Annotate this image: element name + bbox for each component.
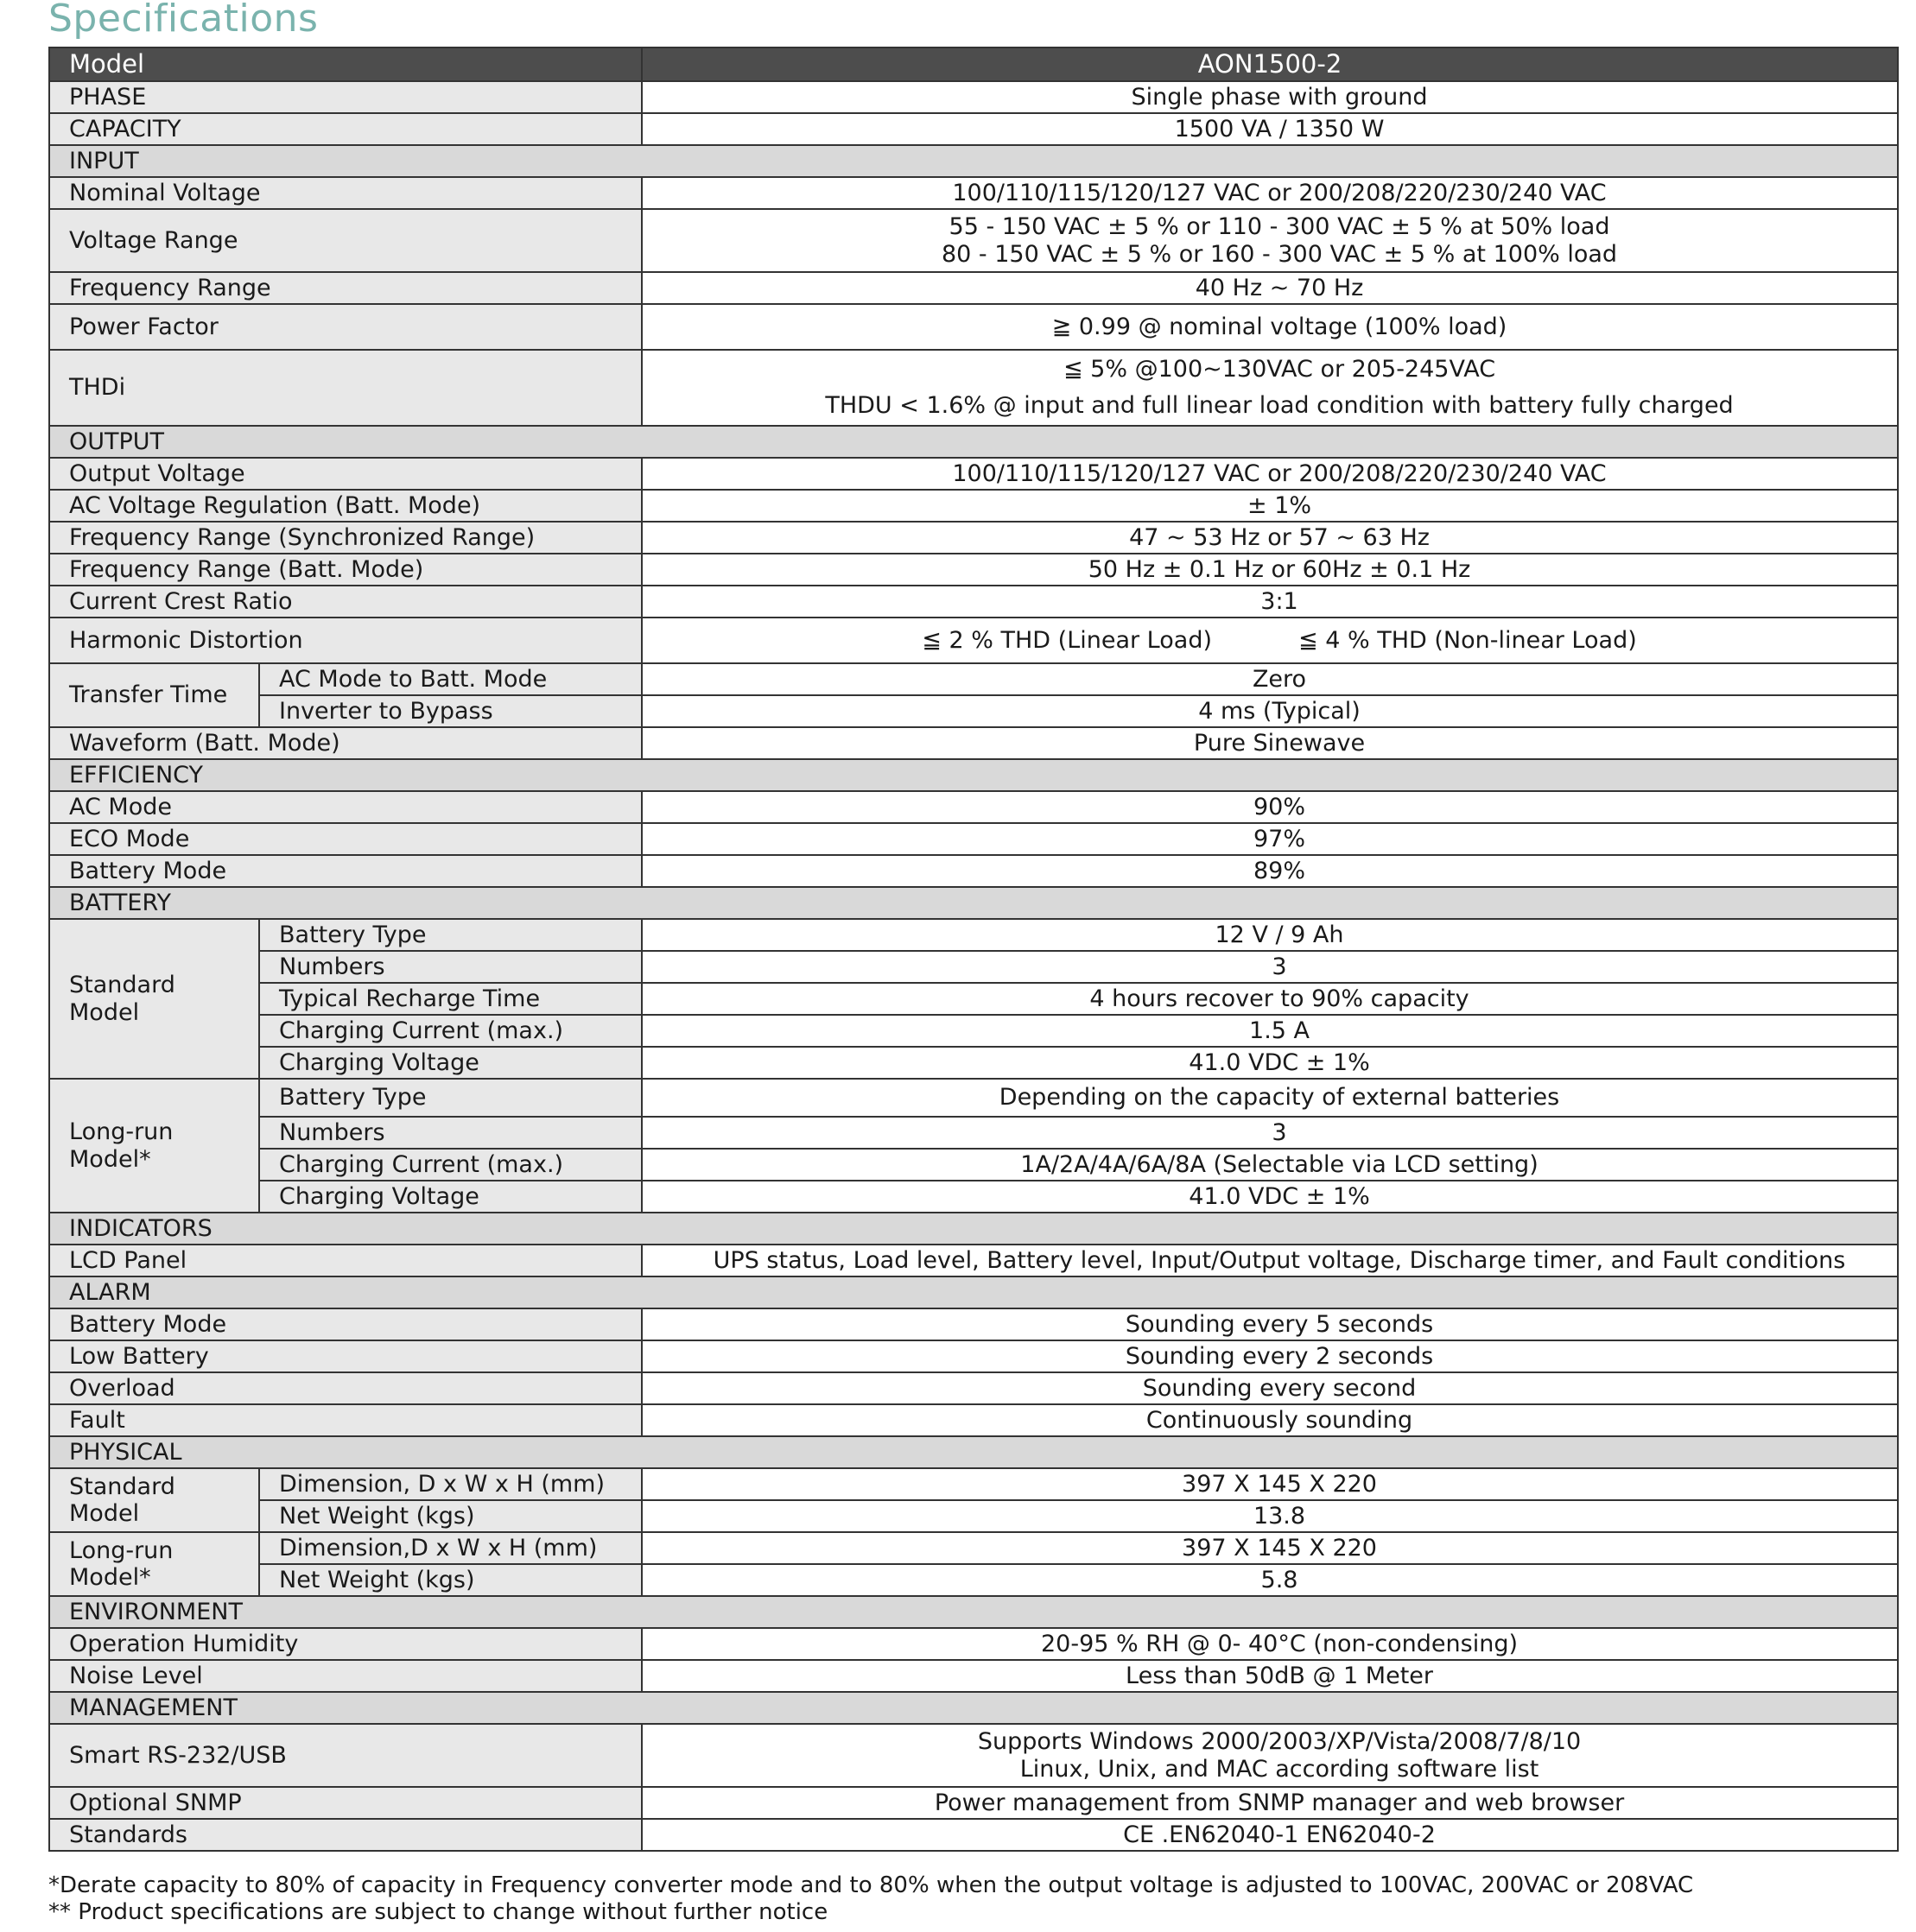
table-row — [49, 522, 1898, 554]
page-title: Specifications — [48, 0, 319, 41]
section-row — [49, 1213, 1898, 1245]
table-row — [49, 1079, 1898, 1117]
table-row — [49, 1340, 1898, 1372]
row-label: Voltage Range — [49, 209, 642, 272]
row-value: 397 X 145 X 220 — [642, 1468, 1898, 1500]
row-value: 41.0 VDC ± 1% — [642, 1181, 1898, 1213]
value-line: Linux, Unix, and MAC according software list — [1019, 1755, 1539, 1783]
table-row — [49, 1468, 1898, 1500]
row-label: Harmonic Distortion — [49, 618, 642, 663]
row-label: PHASE — [49, 81, 642, 113]
sub-label: Typical Recharge Time — [259, 983, 642, 1015]
group-label-line: Long-run — [69, 1536, 174, 1564]
row-value: 50 Hz ± 0.1 Hz or 60Hz ± 0.1 Hz — [642, 554, 1898, 586]
sub-label: Net Weight (kgs) — [259, 1564, 642, 1596]
table-row — [49, 1660, 1898, 1692]
table-row — [49, 350, 1898, 426]
sub-label: Dimension,D x W x H (mm) — [259, 1532, 642, 1564]
row-value: 89% — [642, 855, 1898, 887]
sub-label: Charging Voltage — [259, 1181, 642, 1213]
row-value: Less than 50dB @ 1 Meter — [642, 1660, 1898, 1692]
value-part: ≦ 2 % THD (Linear Load) — [922, 626, 1212, 654]
row-value: 41.0 VDC ± 1% — [642, 1047, 1898, 1079]
section-label: EFFICIENCY — [49, 759, 1898, 791]
table-row — [49, 695, 1898, 727]
value-line: 55 - 150 VAC ± 5 % or 110 - 300 VAC ± 5 % at 50% load — [948, 213, 1610, 241]
group-label-line: Model — [69, 998, 140, 1026]
row-value: 3 — [642, 1117, 1898, 1149]
group-label — [49, 1532, 259, 1596]
table-header-row — [49, 48, 1898, 81]
section-row — [49, 1276, 1898, 1308]
table-row — [49, 1404, 1898, 1436]
row-value: 1A/2A/4A/6A/8A (Selectable via LCD setting) — [642, 1149, 1898, 1181]
group-label-line: Model — [69, 1500, 140, 1527]
sub-label: Battery Type — [259, 919, 642, 951]
row-label: Low Battery — [49, 1340, 642, 1372]
row-label: Power Factor — [49, 304, 642, 350]
sub-label: AC Mode to Batt. Mode — [259, 663, 642, 695]
row-value: Zero — [642, 663, 1898, 695]
row-value: 1.5 A — [642, 1015, 1898, 1047]
table-row — [49, 1819, 1898, 1851]
sub-label: Charging Voltage — [259, 1047, 642, 1079]
section-row — [49, 145, 1898, 177]
table-row — [49, 1532, 1898, 1564]
table-row — [49, 1149, 1898, 1181]
table-row — [49, 919, 1898, 951]
row-label: Standards — [49, 1819, 642, 1851]
row-label: Frequency Range (Batt. Mode) — [49, 554, 642, 586]
row-label: Fault — [49, 1404, 642, 1436]
row-label: Noise Level — [49, 1660, 642, 1692]
table-row — [49, 727, 1898, 759]
row-label: THDi — [49, 350, 642, 426]
sub-label: Inverter to Bypass — [259, 695, 642, 727]
row-value: Sounding every second — [642, 1372, 1898, 1404]
row-value: 397 X 145 X 220 — [642, 1532, 1898, 1564]
footnotes — [48, 1872, 1693, 1926]
row-value: 4 ms (Typical) — [642, 695, 1898, 727]
table-row — [49, 209, 1898, 272]
row-label: Smart RS-232/USB — [49, 1724, 642, 1787]
table-row — [49, 1015, 1898, 1047]
group-label — [49, 919, 259, 1079]
section-row — [49, 426, 1898, 458]
table-row — [49, 554, 1898, 586]
group-label-line: Long-run — [69, 1118, 174, 1146]
table-row — [49, 1181, 1898, 1213]
row-value: ± 1% — [642, 490, 1898, 522]
table-row — [49, 1372, 1898, 1404]
sub-label: Numbers — [259, 1117, 642, 1149]
section-row — [49, 1436, 1898, 1468]
sub-label: Charging Current (max.) — [259, 1149, 642, 1181]
sub-label: Dimension, D x W x H (mm) — [259, 1468, 642, 1500]
table-row — [49, 1724, 1898, 1787]
sub-label: Numbers — [259, 951, 642, 983]
row-label: Waveform (Batt. Mode) — [49, 727, 642, 759]
table-row — [49, 1047, 1898, 1079]
row-value: 100/110/115/120/127 VAC or 200/208/220/230/240 VAC — [642, 177, 1898, 209]
row-value: 1500 VA / 1350 W — [642, 113, 1898, 145]
section-label: MANAGEMENT — [49, 1692, 1898, 1724]
row-label: Optional SNMP — [49, 1787, 642, 1819]
section-row — [49, 759, 1898, 791]
header-model-label: Model — [49, 48, 642, 81]
row-label: Operation Humidity — [49, 1628, 642, 1660]
table-row — [49, 1628, 1898, 1660]
row-value: 5.8 — [642, 1564, 1898, 1596]
row-label: ECO Mode — [49, 823, 642, 855]
section-label: INPUT — [49, 145, 1898, 177]
row-label: CAPACITY — [49, 113, 642, 145]
row-value: 3 — [642, 951, 1898, 983]
row-value: ≧ 0.99 @ nominal voltage (100% load) — [642, 304, 1898, 350]
row-value: Continuously sounding — [642, 1404, 1898, 1436]
header-model-value: AON1500-2 — [642, 48, 1898, 81]
section-label: OUTPUT — [49, 426, 1898, 458]
row-value: Power management from SNMP manager and web browser — [642, 1787, 1898, 1819]
row-label: Nominal Voltage — [49, 177, 642, 209]
row-label: AC Mode — [49, 791, 642, 823]
spec-table — [48, 47, 1899, 1852]
footnote: ** Product specifications are subject to change without further notice — [48, 1899, 828, 1925]
group-label — [49, 1468, 259, 1532]
section-row — [49, 1596, 1898, 1628]
value-line: ≦ 5% @100~130VAC or 205-245VAC — [1063, 356, 1496, 383]
section-label: BATTERY — [49, 887, 1898, 919]
table-row — [49, 983, 1898, 1015]
table-row — [49, 1245, 1898, 1276]
section-row — [49, 1692, 1898, 1724]
row-label: Frequency Range (Synchronized Range) — [49, 522, 642, 554]
row-value: 12 V / 9 Ah — [642, 919, 1898, 951]
section-label: ALARM — [49, 1276, 1898, 1308]
row-value: 47 ~ 53 Hz or 57 ~ 63 Hz — [642, 522, 1898, 554]
row-value: UPS status, Load level, Battery level, Input/Output voltage, Discharge timer, and Fault conditions — [642, 1245, 1898, 1276]
table-row — [49, 81, 1898, 113]
row-label: Current Crest Ratio — [49, 586, 642, 618]
table-row — [49, 951, 1898, 983]
section-label: INDICATORS — [49, 1213, 1898, 1245]
value-line: THDU < 1.6% @ input and full linear load condition with battery fully charged — [825, 392, 1734, 419]
row-value: 4 hours recover to 90% capacity — [642, 983, 1898, 1015]
row-label: Frequency Range — [49, 272, 642, 304]
table-row — [49, 1564, 1898, 1596]
table-row — [49, 1500, 1898, 1532]
row-label: Output Voltage — [49, 458, 642, 490]
row-value: 97% — [642, 823, 1898, 855]
row-value — [642, 209, 1898, 272]
row-value: Depending on the capacity of external batteries — [642, 1079, 1898, 1117]
table-row — [49, 177, 1898, 209]
row-value: 40 Hz ~ 70 Hz — [642, 272, 1898, 304]
sub-label: Battery Type — [259, 1079, 642, 1117]
table-row — [49, 304, 1898, 350]
group-label: Transfer Time — [49, 663, 259, 727]
table-row — [49, 1787, 1898, 1819]
row-value: 3:1 — [642, 586, 1898, 618]
section-row — [49, 887, 1898, 919]
row-label: LCD Panel — [49, 1245, 642, 1276]
row-value: Sounding every 2 seconds — [642, 1340, 1898, 1372]
row-value: 13.8 — [642, 1500, 1898, 1532]
group-label-line: Standard — [69, 972, 175, 999]
row-value — [642, 350, 1898, 426]
row-value: 100/110/115/120/127 VAC or 200/208/220/230/240 VAC — [642, 458, 1898, 490]
row-label: Overload — [49, 1372, 642, 1404]
table-row — [49, 458, 1898, 490]
sub-label: Net Weight (kgs) — [259, 1500, 642, 1532]
value-line: Supports Windows 2000/2003/XP/Vista/2008/7/8/10 — [977, 1728, 1582, 1756]
sub-label: Charging Current (max.) — [259, 1015, 642, 1047]
table-row — [49, 586, 1898, 618]
row-label: Battery Mode — [49, 855, 642, 887]
row-value — [642, 1724, 1898, 1787]
table-row — [49, 490, 1898, 522]
row-value: Single phase with ground — [642, 81, 1898, 113]
table-row — [49, 823, 1898, 855]
table-row — [49, 1308, 1898, 1340]
row-value: 20-95 % RH @ 0- 40°C (non-condensing) — [642, 1628, 1898, 1660]
group-label-line: Model* — [69, 1145, 151, 1173]
row-value: Sounding every 5 seconds — [642, 1308, 1898, 1340]
section-label: ENVIRONMENT — [49, 1596, 1898, 1628]
table-row — [49, 855, 1898, 887]
footnote: *Derate capacity to 80% of capacity in Frequency converter mode and to 80% when the output voltage is adjusted to 100VAC, 200VAC or 208VAC — [48, 1872, 1694, 1898]
table-row — [49, 113, 1898, 145]
group-label-line: Model* — [69, 1564, 151, 1591]
table-row — [49, 618, 1898, 663]
row-label: Battery Mode — [49, 1308, 642, 1340]
section-label: PHYSICAL — [49, 1436, 1898, 1468]
row-label: AC Voltage Regulation (Batt. Mode) — [49, 490, 642, 522]
table-row — [49, 272, 1898, 304]
table-row — [49, 1117, 1898, 1149]
table-row — [49, 663, 1898, 695]
row-value: Pure Sinewave — [642, 727, 1898, 759]
value-line: 80 - 150 VAC ± 5 % or 160 - 300 VAC ± 5 % at 100% load — [941, 240, 1618, 268]
value-part: ≦ 4 % THD (Non-linear Load) — [1298, 626, 1637, 654]
row-value: CE .EN62040-1 EN62040-2 — [642, 1819, 1898, 1851]
group-label — [49, 1079, 259, 1213]
row-value: 90% — [642, 791, 1898, 823]
group-label-line: Standard — [69, 1473, 175, 1500]
row-value — [642, 618, 1898, 663]
table-row — [49, 791, 1898, 823]
